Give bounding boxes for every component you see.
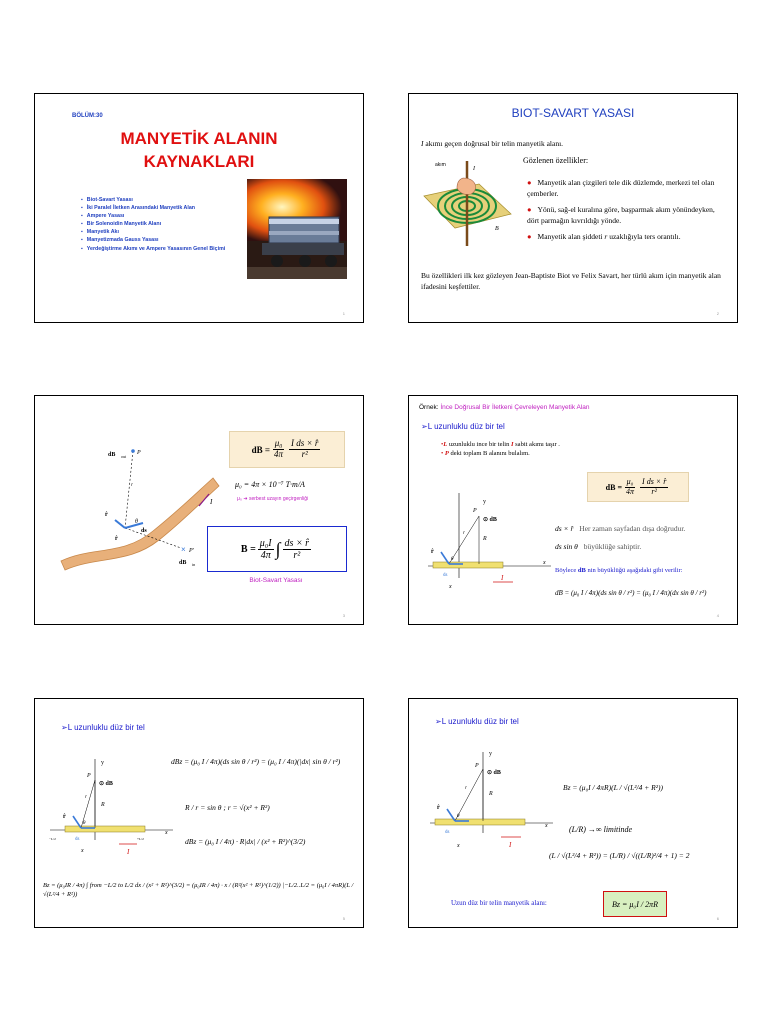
label-ds: ds: [141, 528, 147, 534]
magnitude-expression: ds sin θ: [555, 542, 578, 551]
observed-item: ● Yönü, sağ-el kuralına göre, başparmak akım yönündeyken, dört parmağın kıvrıldığı yönde.: [527, 205, 727, 226]
magnet-photo: [247, 179, 347, 279]
slide-6: [408, 698, 738, 928]
fig-x-2: x: [81, 848, 84, 854]
frac-numerator: I ds × r̂: [642, 476, 667, 486]
fig-dB-label: ⊙ dB: [99, 781, 113, 787]
result-body: Böylece: [555, 567, 578, 574]
fig-y: y: [483, 499, 486, 505]
formula-lhs: dB =: [605, 482, 623, 492]
current-symbol: I: [421, 139, 424, 148]
fig-y: y: [101, 760, 104, 766]
fig-I: I: [501, 574, 504, 582]
observed-text: Manyetik alan şiddeti: [537, 232, 605, 241]
fig-rhat: r̂: [431, 549, 434, 555]
intro-text: [421, 139, 563, 148]
topic-item: ▪ Yerdeğiştirme Akımı ve Ampere Yasasının Genel Biçimi: [81, 246, 225, 252]
problem-text-body: sabit akımı taşır .: [513, 441, 560, 448]
label-theta: θ: [135, 519, 138, 525]
label-dB-out: dB: [108, 452, 116, 458]
equation-3: dBz = (μ₀ I / 4π) · R|dx| / (x² + R²)^(3/2): [185, 837, 306, 846]
law-fraction: [258, 538, 274, 561]
biot-savart-differential: [587, 472, 689, 502]
slide-2: [408, 93, 738, 323]
observed-text: uzaklığıyla ters orantılı.: [607, 232, 681, 241]
figure-label-B: B: [495, 226, 499, 232]
fig-P: P: [475, 763, 479, 769]
topic-list: [81, 197, 225, 254]
slide-3: [34, 395, 364, 625]
mu0-fraction: [272, 439, 285, 460]
equation-4: Bz = (μ₀IR / 4π) ∫ from −L/2 to L/2 dx / (x² + R²)^(3/2) = (μ₀IR / 4π) · x / (R²(x² + R²)^(1/2)) |−L/2..L/2 = (μ₀I / 4πR)(L / √(L²/4 + R²)): [43, 882, 354, 898]
frac-denominator: r²: [651, 486, 657, 496]
fig-x-2: x: [457, 843, 460, 849]
cross-product-note: [555, 524, 685, 533]
subtitle: ➢ L uzunluklu düz bir tel: [421, 422, 505, 431]
formula-lhs: dB =: [251, 444, 271, 455]
mu0-value: μ₀ = 4π × 10⁻⁷ T·m/A: [235, 480, 305, 489]
intro-body: akımı geçen doğrusal bir telin manyetik alanı.: [423, 139, 564, 148]
observed-item: ● Manyetik alan çizgileri tele dik düzlemde, merkezi tel olan çemberler.: [527, 178, 727, 199]
page-number: 4: [716, 613, 719, 618]
fig-x: x: [545, 823, 548, 829]
distance-symbol: r: [604, 232, 608, 241]
topic-item: ▪ Manyetizmada Gauss Yasası: [81, 237, 225, 243]
equation-1: Bz = (μ₀I / 4πR)(L / √(L²/4 + R²)): [563, 783, 663, 792]
topic-item: ▪ İki Paralel İletken Arasındaki Manyetik Alan: [81, 205, 225, 211]
wire-figure: [45, 754, 175, 864]
topic-item: ▪ Ampere Yasası: [81, 213, 225, 219]
slide-title: [35, 127, 363, 173]
frac-denominator: r²: [293, 549, 301, 561]
example-title: İnce Doğrusal Bir İletkeni Çevreleyen Manyetik Alan: [440, 404, 590, 411]
observed-item: [527, 232, 727, 243]
fig-y: y: [489, 751, 492, 757]
conclusion-text: Uzun düz bir telin manyetik alanı:: [451, 899, 547, 907]
problem-line: • P deki toplam B alanını bulalım.: [441, 450, 530, 457]
law-lhs: B =: [240, 543, 256, 555]
pprime-marker: ×: [181, 545, 186, 554]
example-prefix: Örnek:: [419, 404, 441, 411]
fig-R: R: [483, 536, 487, 542]
length-symbol: L: [443, 441, 448, 448]
fig-dB: dB: [105, 781, 113, 787]
problem-text-body: uzunluklu ince bir telin: [447, 441, 511, 448]
page-number: 2: [716, 311, 719, 316]
label-Pprime: P′: [189, 548, 194, 554]
fig-dB: dB: [489, 517, 497, 523]
mu0-fraction: [624, 478, 636, 497]
chapter-label: BÖLÜM:30: [72, 113, 103, 119]
fig-R: R: [489, 791, 493, 797]
example-header: [419, 404, 590, 411]
slide-5: [34, 698, 364, 928]
page-number: 1: [342, 311, 345, 316]
limit-text: (L/R) →∞ limitinde: [569, 825, 633, 834]
fig-rhat: r̂: [437, 805, 440, 811]
label-dB-in-sub: in: [192, 562, 196, 567]
label-P: P: [137, 450, 141, 456]
element-fraction: [289, 439, 320, 460]
fig-r: r: [85, 795, 87, 800]
cross-description: Her zaman sayfadan dışa doğrudur.: [579, 524, 686, 533]
subtitle: ➢ L uzunluklu düz bir tel: [61, 723, 145, 732]
footer-text: Bu özellikleri ilk kez gözleyen Jean-Baptiste Biot ve Felix Savart, her türlü akım için manyetik alan ifadesini keşfettiler.: [421, 271, 721, 291]
fig-P: P: [87, 773, 91, 779]
frac-denominator: 4π: [626, 486, 635, 496]
fig-R: R: [101, 802, 105, 808]
mu0-symbol: μ₀: [237, 496, 242, 502]
observed-list: [527, 178, 727, 243]
fig-dB-label: ⊙ dB: [483, 517, 497, 523]
equation-2: R / r = sin θ ; r = √(x² + R²): [185, 803, 270, 812]
fig-x: x: [165, 830, 168, 836]
slide-1: [34, 93, 364, 323]
final-result-box: Bz = μ₀I / 2πR: [603, 891, 667, 917]
frac-numerator: μ₀: [626, 476, 634, 486]
magnitude-note: [555, 542, 641, 551]
fig-r: r: [463, 531, 465, 536]
label-rhat: r̂: [105, 512, 108, 518]
page-number: 3: [342, 613, 345, 618]
fig-ds: ds: [75, 837, 80, 842]
frac-numerator: μ₀: [274, 438, 283, 449]
biot-savart-differential: [229, 431, 345, 468]
frac-numerator: μ₀I: [259, 537, 272, 549]
fig-theta: θ: [457, 814, 460, 819]
fig-minus-L2: −L/2: [49, 837, 56, 841]
title-line-1: MANYETİK ALANIN: [120, 129, 278, 148]
result-text: [555, 567, 725, 575]
fig-x-2: x: [449, 584, 452, 590]
problem-text-body: deki toplam B alanını bulalım.: [448, 450, 530, 457]
wire-field-figure: [419, 156, 514, 251]
frac-denominator: 4π: [274, 449, 284, 459]
equation-2: (L / √(L²/4 + R²)) = (L/R) / √((L/R)²/4 + 1) = 2: [549, 851, 690, 860]
topic-item: ▪ Biot-Savart Yasası: [81, 197, 225, 203]
frac-numerator: ds × r̂: [284, 537, 310, 549]
wire-figure: [425, 747, 555, 857]
figure-label-I: I: [473, 166, 475, 172]
current-element-figure: [53, 436, 223, 576]
biot-savart-law-box: [207, 526, 347, 572]
label-I: I: [210, 498, 213, 506]
problem-text: [441, 440, 560, 458]
result-body: nin büyüklüğü aşağıdaki gibi verilir:: [585, 567, 683, 574]
slide-title: BIOT-SAVART YASASI: [511, 106, 635, 120]
label-dB-in: dB: [179, 560, 187, 566]
fig-rhat: r̂: [63, 814, 66, 820]
current-symbol: I: [511, 441, 514, 448]
label-rhat-2: r̂: [115, 536, 118, 542]
frac-denominator: 4π: [260, 549, 271, 561]
frac-denominator: r²: [301, 449, 308, 459]
topic-item: ▪ Manyetik Akı: [81, 229, 225, 235]
result-formula: dB = (μ₀ I / 4π)(ds sin θ / r²) = (μ₀ I / 4π)(dx sin θ / r²): [555, 589, 707, 597]
fig-x: x: [543, 560, 546, 566]
figure-label-akim: akım: [435, 162, 446, 168]
cross-expression: ds × r̂: [555, 524, 574, 533]
fig-r: r: [465, 786, 467, 791]
law-integrand: [283, 538, 312, 561]
topic-item: ▪ Bir Solenoidin Manyetik Alanı: [81, 221, 225, 227]
fig-dB: dB: [493, 770, 501, 776]
observed-heading: Gözlenen özellikler:: [523, 156, 589, 165]
point-symbol: P: [444, 450, 449, 457]
mu0-note: μ₀ ➜ serbest uzayın geçirgenliği: [237, 496, 309, 502]
magnitude-description: büyüklüğe sahiptir.: [583, 542, 642, 551]
page-number: 6: [716, 916, 719, 921]
fig-theta: θ: [83, 821, 86, 826]
equation-1: dBz = (μ₀ I / 4π)(ds sin θ / r²) = (μ₀ I / 4π)(|dx| sin θ / r²): [171, 757, 341, 766]
fig-I: I: [127, 848, 130, 856]
slide-4: [408, 395, 738, 625]
fig-P: P: [473, 508, 477, 514]
frac-numerator: I ds × r̂: [291, 438, 319, 449]
fig-I: I: [509, 841, 512, 849]
label-r: r: [131, 483, 133, 488]
fig-plus-L2: +L/2: [137, 837, 144, 841]
wire-figure: [423, 488, 553, 598]
label-dB-out-sub: out: [121, 454, 127, 459]
element-fraction: [640, 478, 668, 497]
fig-dB-label: ⊙ dB: [487, 770, 501, 776]
problem-line: •L uzunluklu ince bir telin I sabit akımı taşır .: [441, 441, 560, 448]
title-line-2: KAYNAKLARI: [143, 152, 255, 171]
fig-ds: ds: [445, 830, 450, 835]
page-number: 5: [342, 916, 345, 921]
fig-ds: ds: [443, 573, 448, 578]
integral-sign: ∫: [275, 538, 281, 559]
subtitle: ➢ L uzunluklu düz bir tel: [435, 717, 519, 726]
mu0-description: serbest uzayın geçirgenliği: [248, 496, 309, 502]
result-symbol: dB: [577, 567, 586, 574]
law-caption: Biot-Savart Yasası: [249, 577, 303, 584]
fig-theta: θ: [451, 557, 454, 562]
